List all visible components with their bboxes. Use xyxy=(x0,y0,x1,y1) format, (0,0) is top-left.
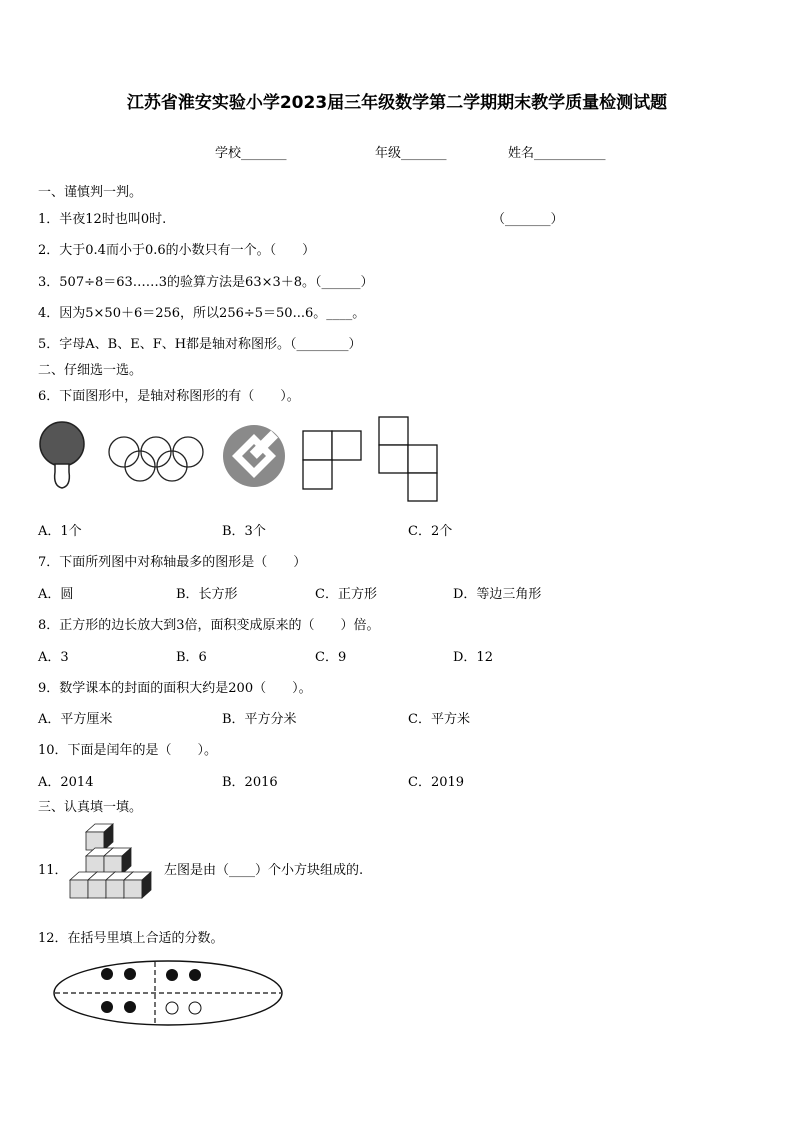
square-grid-shape-figure xyxy=(302,430,364,490)
grade-field: 年级_______ xyxy=(375,146,447,161)
q10-option-b[interactable]: B．2016 xyxy=(222,775,278,790)
q10-option-c[interactable]: C．2019 xyxy=(408,775,465,790)
q8-option-b[interactable]: B．6 xyxy=(176,650,207,665)
question-8: 8．正方形的边长放大到3倍，面积变成原来的（ ）倍。 xyxy=(38,618,380,633)
question-12: 12．在括号里填上合适的分数。 xyxy=(38,931,224,946)
question-10: 10．下面是闰年的是（ ）。 xyxy=(38,743,218,758)
ping-pong-paddle-figure xyxy=(38,420,88,492)
question-1: 1．半夜12时也叫0时. xyxy=(38,212,167,227)
cube-stack-figure xyxy=(66,822,160,912)
question-1-blank: （_______） xyxy=(492,212,564,227)
section-2-heading: 二、仔细选一选。 xyxy=(38,363,143,378)
question-2: 2．大于0.4而小于0.6的小数只有一个。（ ） xyxy=(38,243,316,258)
question-3: 3．507÷8＝63……3的验算方法是63×3＋8。（______） xyxy=(38,275,374,290)
page-title: 江苏省淮安实验小学2023届三年级数学第二学期期末教学质量检测试题 xyxy=(126,93,668,113)
question-5: 5．字母A、B、E、F、H都是轴对称图形。（________） xyxy=(38,337,362,352)
name-field: 姓名___________ xyxy=(508,146,606,161)
q7-option-b[interactable]: B．长方形 xyxy=(176,587,238,602)
q8-option-a[interactable]: A．3 xyxy=(38,650,69,665)
section-3-heading: 三、认真填一填。 xyxy=(38,800,143,815)
q9-option-b[interactable]: B．平方分米 xyxy=(222,712,297,727)
question-6: 6．下面图形中，是轴对称图形的有（ ）。 xyxy=(38,389,300,404)
q7-option-d[interactable]: D．等边三角形 xyxy=(453,587,542,602)
school-field: 学校_______ xyxy=(215,146,287,161)
section-1-heading: 一、谨慎判一判。 xyxy=(38,185,143,200)
question-11: 左图是由（____）个小方块组成的. xyxy=(164,863,364,878)
question-4: 4．因为5×50＋6＝256，所以256÷5＝50...6。____。 xyxy=(38,306,366,321)
bank-logo-figure xyxy=(222,424,286,488)
q9-option-a[interactable]: A．平方厘米 xyxy=(38,712,113,727)
q8-option-d[interactable]: D．12 xyxy=(453,650,493,665)
q7-option-a[interactable]: A．圆 xyxy=(38,587,74,602)
q6-option-a[interactable]: A．1个 xyxy=(38,524,82,539)
question-9: 9．数学课本的封面的面积大约是200（ ）。 xyxy=(38,681,312,696)
q8-option-c[interactable]: C．9 xyxy=(315,650,347,665)
question-7: 7．下面所列图中对称轴最多的图形是（ ） xyxy=(38,555,307,570)
question-11-number: 11． xyxy=(38,863,68,878)
dotted-ellipse-figure xyxy=(52,960,284,1028)
stair-square-shape-figure xyxy=(378,416,440,506)
q10-option-a[interactable]: A．2014 xyxy=(38,775,94,790)
q9-option-c[interactable]: C．平方米 xyxy=(408,712,470,727)
olympic-rings-figure xyxy=(104,436,208,482)
q7-option-c[interactable]: C．正方形 xyxy=(315,587,377,602)
q6-option-b[interactable]: B．3个 xyxy=(222,524,266,539)
q6-option-c[interactable]: C．2个 xyxy=(408,524,453,539)
